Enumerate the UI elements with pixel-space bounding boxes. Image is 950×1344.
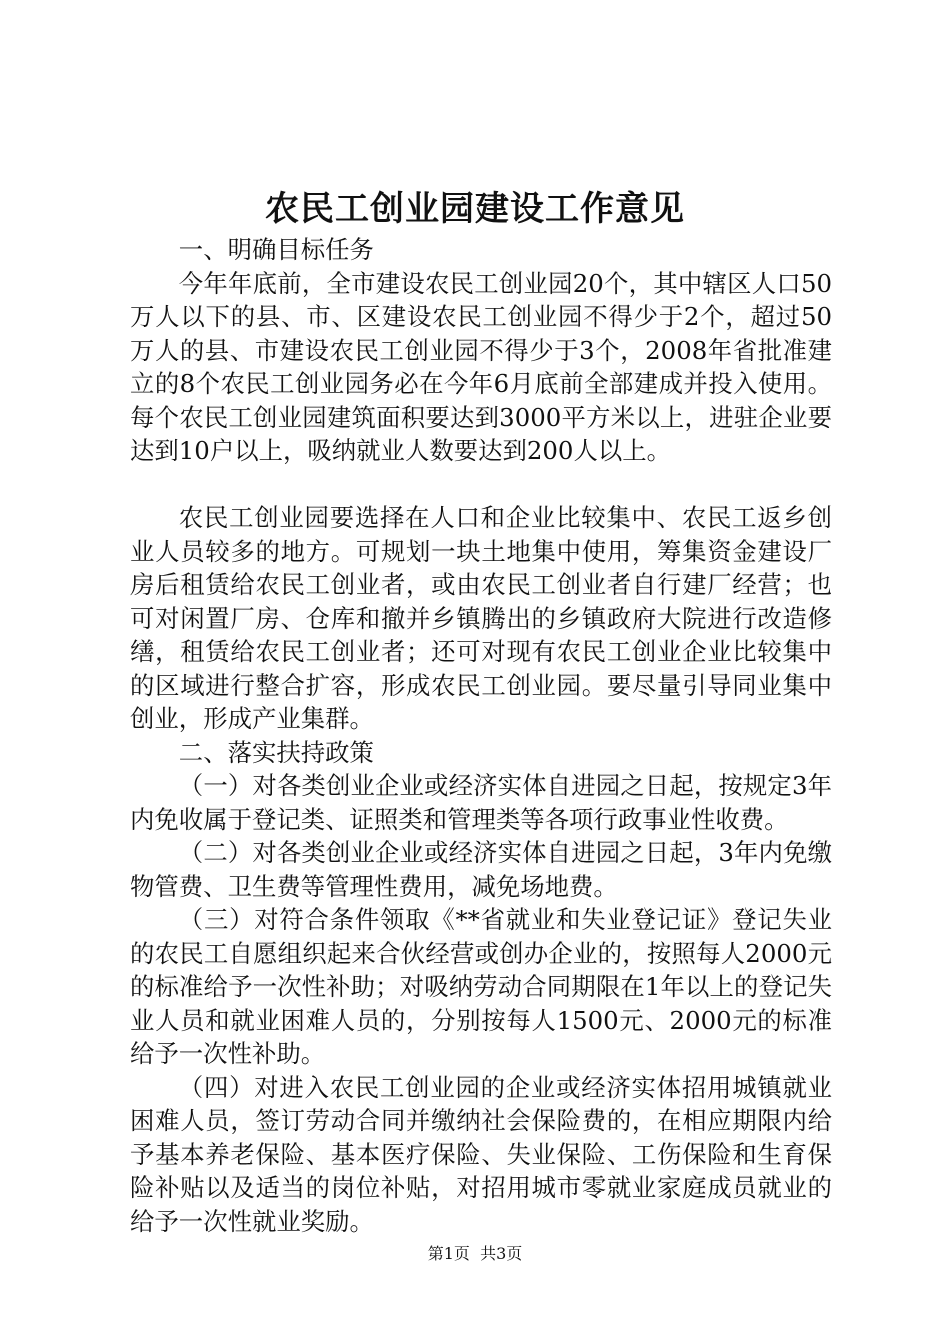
paragraph-policy-4: （四）对进入农民工创业园的企业或经济实体招用城镇就业困难人员，签订劳动合同并缴纳社会保险费的，在相应期限内给予基本养老保险、基本医疗保险、失业保险、工伤保险和生育保险补贴以及适当的岗位补贴，对招用城市零就业家庭成员就业的给予一次性就业奖励。 xyxy=(130,1072,832,1236)
page-footer xyxy=(0,1243,950,1265)
page-total: 共3页 xyxy=(480,1244,523,1263)
paragraph-targets: 今年年底前，全市建设农民工创业园20个，其中辖区人口50万人以下的县、市、区建设农民工创业园不得少于2个，超过50万人的县、市建设农民工创业园不得少于3个，2008年省批准建立的8个农民工创业园务必在今年6月底前全部建成并投入使用。每个农民工创业园建筑面积要达到3000平方米以上，进驻企业要达到10户以上，吸纳就业人数要达到200人以上。 xyxy=(130,268,832,465)
page-number: 第1页 xyxy=(427,1244,470,1263)
paragraph-site-selection: 农民工创业园要选择在人口和企业比较集中、农民工返乡创业人员较多的地方。可规划一块土地集中使用，筹集资金建设厂房后租赁给农民工创业者，或由农民工创业者自行建厂经营；也可对闲置厂房、仓库和撤并乡镇腾出的乡镇政府大院进行改造修缮，租赁给农民工创业者；还可对现有农民工创业企业比较集中的区域进行整合扩容，形成农民工创业园。要尽量引导同业集中创业，形成产业集群。 xyxy=(130,503,832,733)
paragraph-policy-1: （一）对各类创业企业或经济实体自进园之日起，按规定3年内免收属于登记类、证照类和管理类等各项行政事业性收费。 xyxy=(130,771,832,834)
paragraph-policy-2: （二）对各类创业企业或经济实体自进园之日起，3年内免缴物管费、卫生费等管理性费用，减免场地费。 xyxy=(130,838,832,901)
section-heading-1: 一、明确目标任务 xyxy=(178,235,374,264)
section-heading-2: 二、落实扶持政策 xyxy=(178,737,374,767)
blank-line xyxy=(130,468,832,502)
document-title: 农民工创业园建设工作意见 xyxy=(265,189,685,229)
paragraph-policy-3: （三）对符合条件领取《**省就业和失业登记证》登记失业的农民工自愿组织起来合伙经营或创办企业的，按照每人2000元的标准给予一次性补助；对吸纳劳动合同期限在1年以上的登记失业人员和就业困难人员的，分别按每人1500元、2000元的标准给予一次性补助。 xyxy=(130,905,832,1068)
document-body xyxy=(130,233,832,1238)
